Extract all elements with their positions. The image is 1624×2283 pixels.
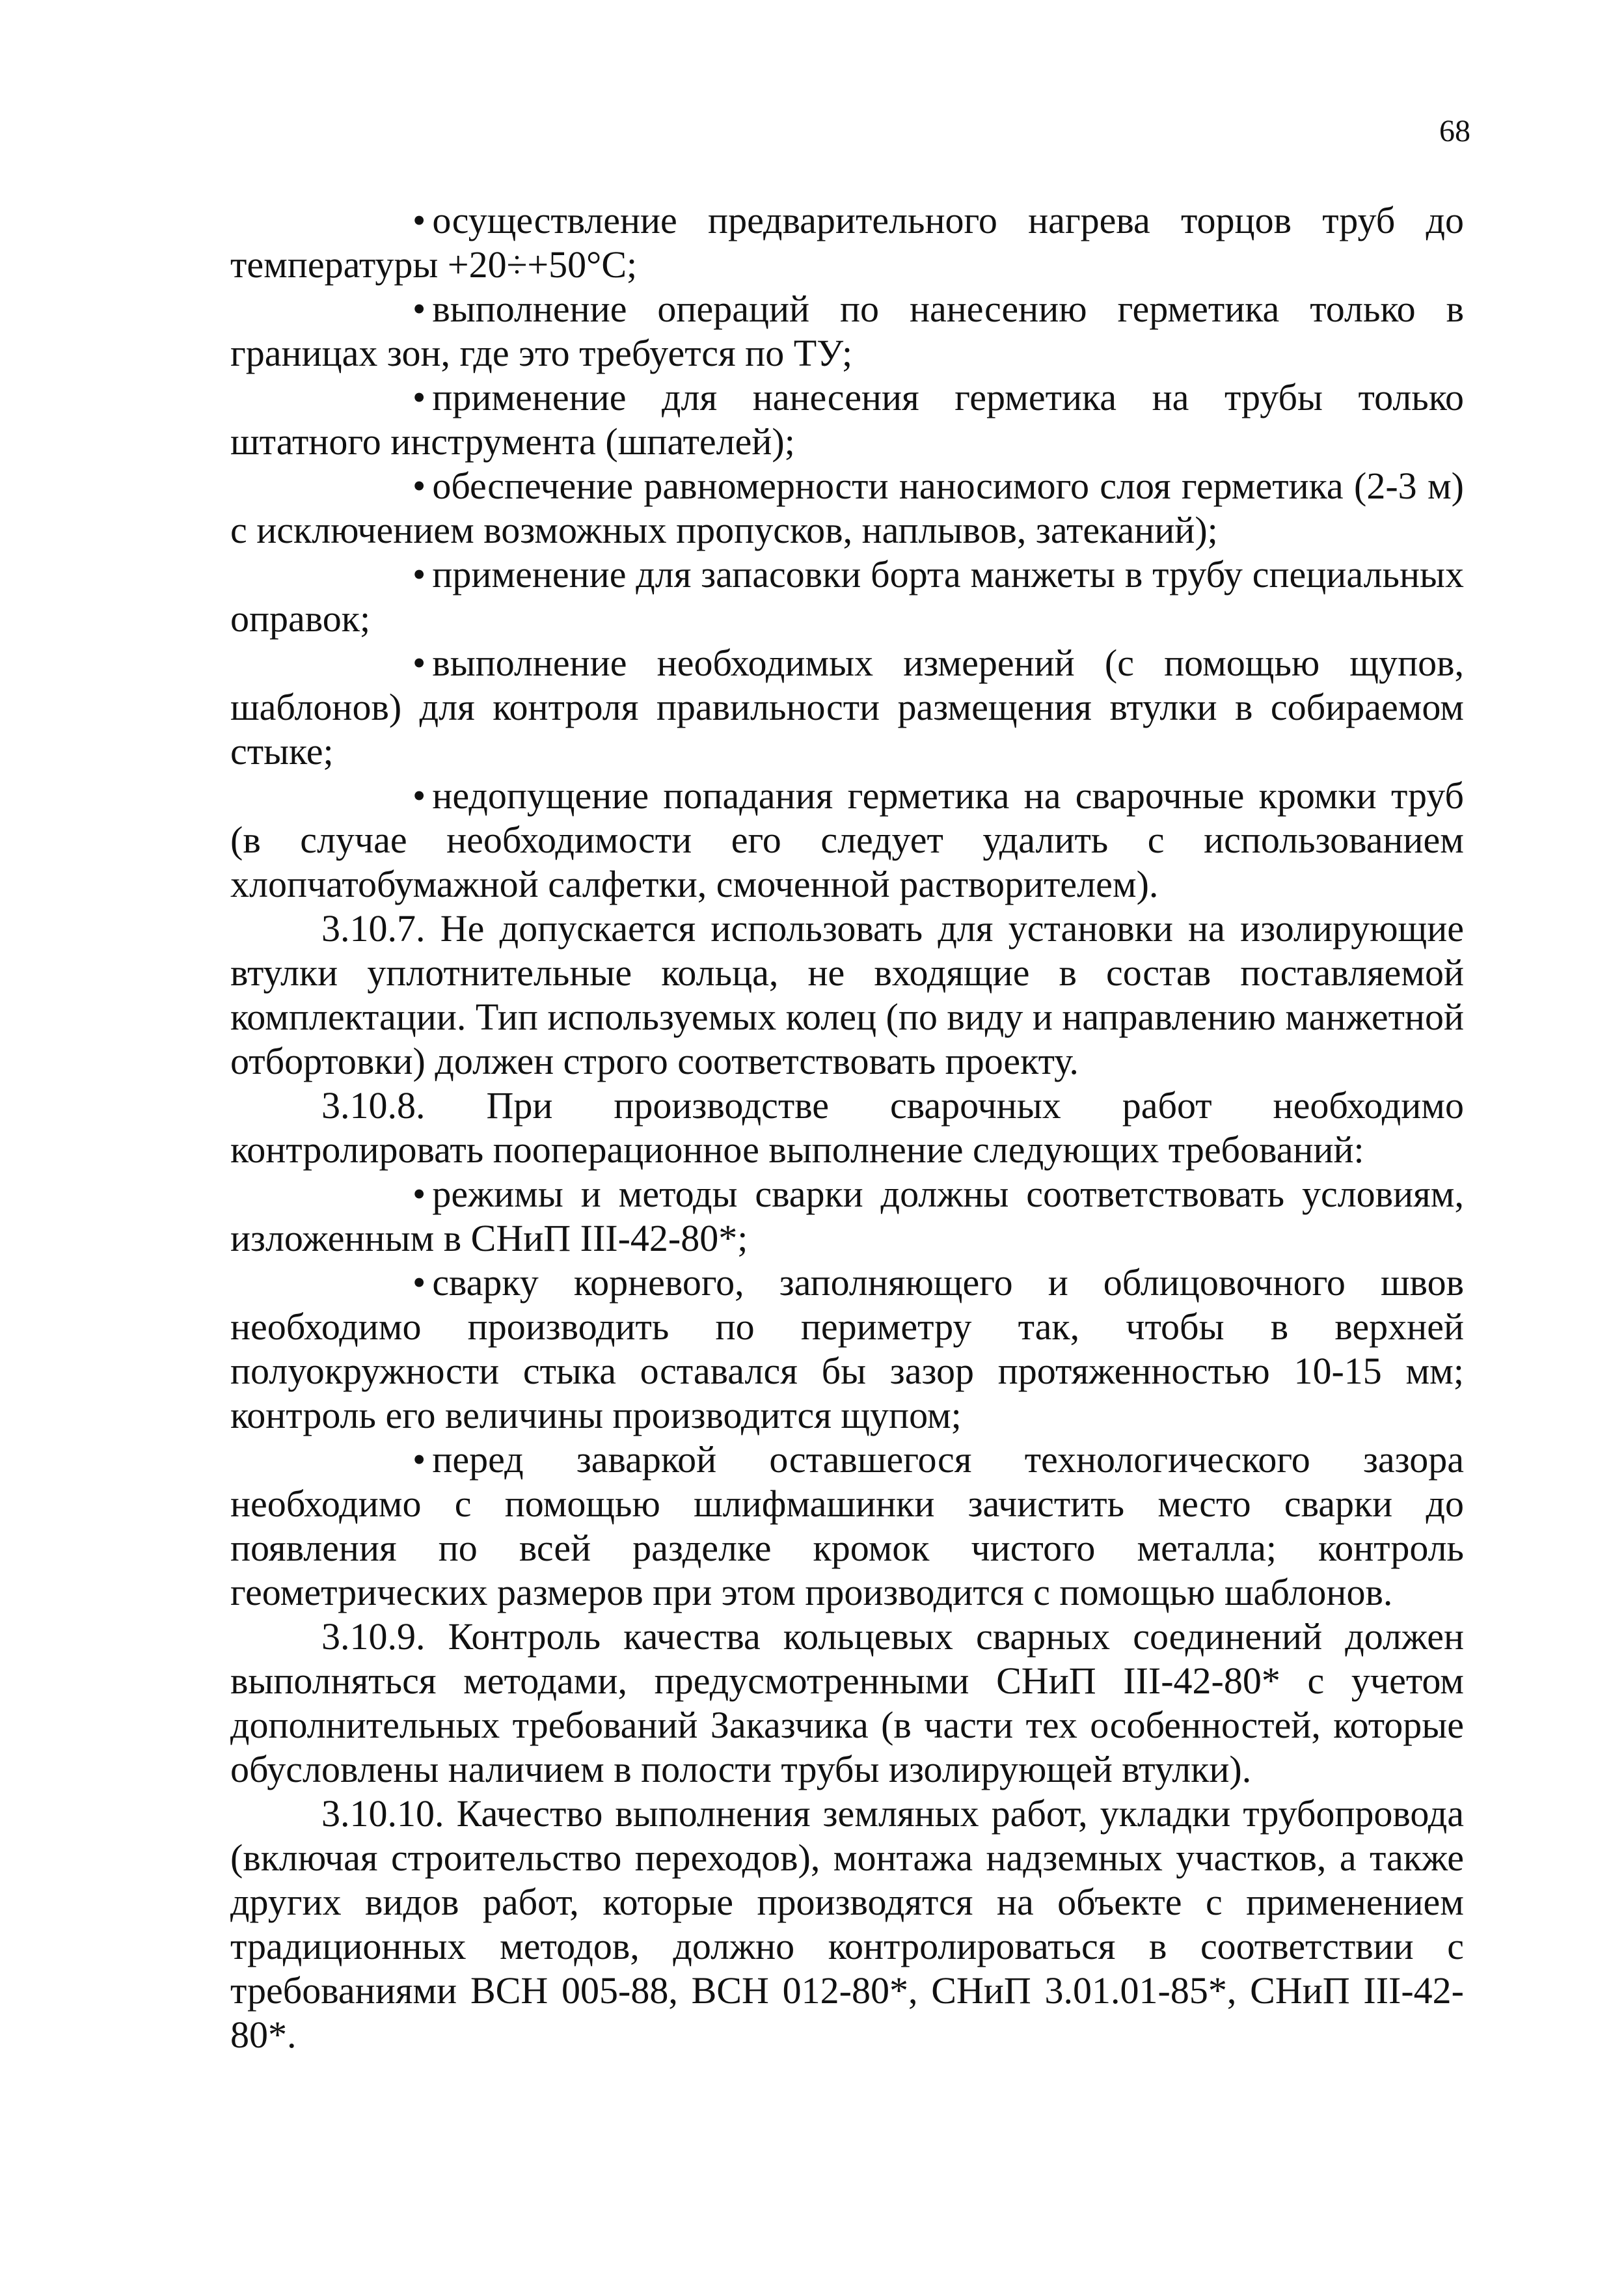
section-paragraph: 3.10.9. Контроль качества кольцевых сварных соединений должен выполняться методами, предусмотренными СНиП III-42-80* с учетом дополнительных требований Заказчика (в части тех особенностей, которые обусловлены наличием в полости трубы изолирующей втулки). [230, 1615, 1464, 1790]
list-item [230, 1172, 1464, 1261]
bullet-icon: • [413, 376, 426, 418]
bullet-icon: • [413, 1173, 426, 1215]
list-item-text: обеспечение равномерности наносимого слоя герметика (2-3 м) с исключением возможных пропусков, наплывов, затеканий); [230, 465, 1464, 551]
list-item-text: осуществление предварительного нагрева торцов труб до температуры +20÷+50°С; [230, 199, 1464, 286]
bullet-icon: • [413, 553, 426, 595]
section-paragraph: 3.10.7. Не допускается использовать для установки на изолирующие втулки уплотнительные кольца, не входящие в состав поставляемой комплектации. Тип используемых колец (по виду и направлению манжетной отбортовки) должен строго соответствовать проекту. [230, 907, 1464, 1082]
bullet-icon: • [413, 288, 426, 330]
list-item [230, 287, 1464, 376]
document-body [230, 198, 1464, 2057]
section-paragraph: 3.10.10. Качество выполнения земляных работ, укладки трубопровода (включая строительство переходов), монтажа надземных участков, а также других видов работ, которые производятся на объекте с применением традиционных методов, должно контролироваться в соответствии с требованиями ВСН 005-88, ВСН 012-80*, СНиП 3.01.01-85*, СНиП III-42-80*. [230, 1792, 1464, 2056]
bullet-icon: • [413, 642, 426, 684]
page-number: 68 [1439, 114, 1470, 148]
list-item [230, 1438, 1464, 1615]
list-item [230, 553, 1464, 641]
list-item [230, 1261, 1464, 1438]
bullet-icon: • [413, 1261, 426, 1304]
bullet-icon: • [413, 1438, 426, 1481]
list-item-text: применение для запасовки борта манжеты в трубу специальных оправок; [230, 553, 1464, 640]
bullet-icon: • [413, 774, 426, 817]
list-item [230, 774, 1464, 907]
list-item-text: применение для нанесения герметика на трубы только штатного инструмента (шпателей); [230, 376, 1464, 463]
bullet-icon: • [413, 199, 426, 241]
section-paragraph: 3.10.8. При производстве сварочных работ необходимо контролировать пооперационное выполнение следующих требований: [230, 1084, 1464, 1171]
list-item-text: режимы и методы сварки должны соответствовать условиям, изложенным в СНиП III-42-80*; [230, 1173, 1464, 1259]
list-item-text: перед заваркой оставшегося технологического зазора необходимо с помощью шлифмашинки зачистить место сварки до появления по всей разделке кромок чистого металла; контроль геометрических размеров при этом производится с помощью шаблонов. [230, 1438, 1464, 1613]
list-item-text: недопущение попадания герметика на сварочные кромки труб (в случае необходимости его следует удалить с использованием хлопчатобумажной салфетки, смоченной растворителем). [230, 774, 1464, 905]
list-item [230, 641, 1464, 774]
bullet-icon: • [413, 465, 426, 507]
list-item-text: сварку корневого, заполняющего и облицовочного швов необходимо производить по периметру так, чтобы в верхней полуокружности стыка оставался бы зазор протяженностью 10-15 мм; контроль его величины производится щупом; [230, 1261, 1464, 1436]
list-item-text: выполнение необходимых измерений (с помощью щупов, шаблонов) для контроля правильности размещения втулки в собираемом стыке; [230, 642, 1464, 772]
list-item [230, 464, 1464, 553]
list-item [230, 198, 1464, 287]
list-item-text: выполнение операций по нанесению герметика только в границах зон, где это требуется по ТУ; [230, 288, 1464, 374]
list-item [230, 376, 1464, 464]
